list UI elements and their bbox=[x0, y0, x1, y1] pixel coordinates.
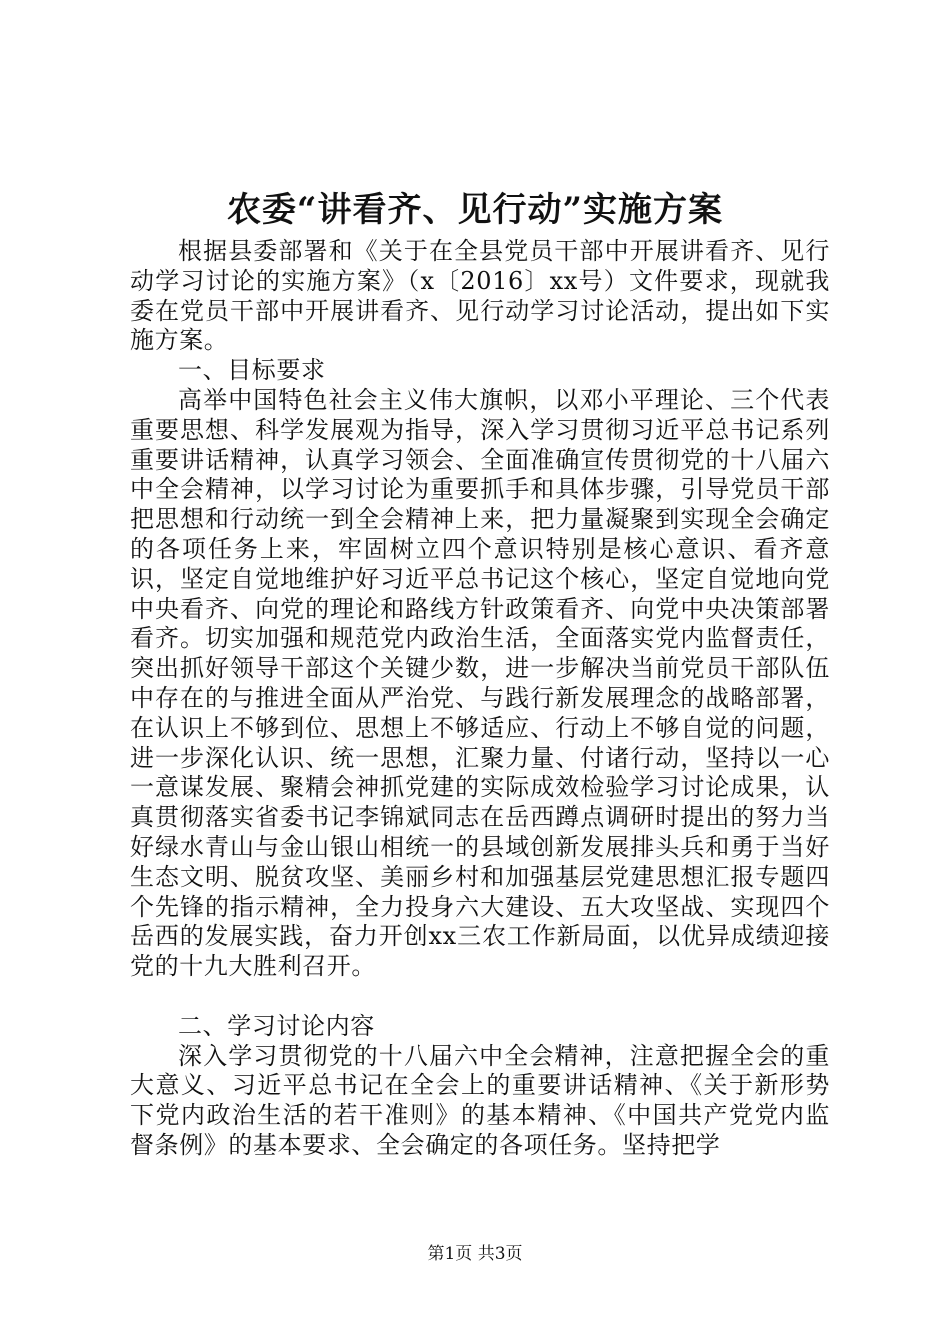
section-heading-content: 二、学习讨论内容 bbox=[178, 1011, 375, 1040]
document-title: 农委“讲看齐、见行动”实施方案 bbox=[226, 190, 724, 230]
intro-paragraph: 根据县委部署和《关于在全县党员干部中开展讲看齐、见行动学习讨论的实施方案》（x〔2016〕xx号）文件要求，现就我委在党员干部中开展讲看齐、见行动学习讨论活动，提出如下实施方案。 bbox=[130, 237, 830, 355]
page-footer: 第1页 共3页 bbox=[427, 1244, 523, 1264]
document-body bbox=[130, 237, 830, 1161]
section-heading-goals: 一、目标要求 bbox=[178, 356, 326, 385]
content-paragraph: 深入学习贯彻党的十八届六中全会精神，注意把握全会的重大意义、习近平总书记在全会上的重要讲话精神、《关于新形势下党内政治生活的若干准则》的基本精神、《中国共产党党内监督条例》的基本要求、全会确定的各项任务。坚持把学 bbox=[130, 1041, 830, 1159]
goals-paragraph: 高举中国特色社会主义伟大旗帜，以邓小平理论、三个代表重要思想、科学发展观为指导，深入学习贯彻习近平总书记系列重要讲话精神，认真学习领会、全面准确宣传贯彻党的十八届六中全会精神，以学习讨论为重要抓手和具体步骤，引导党员干部把思想和行动统一到全会精神上来，把力量凝聚到实现全会确定的各项任务上来，牢固树立四个意识特别是核心意识、看齐意识，坚定自觉地维护好习近平总书记这个核心，坚定自觉地向党中央看齐、向党的理论和路线方针政策看齐、向党中央决策部署看齐。切实加强和规范党内政治生活，全面落实党内监督责任，突出抓好领导干部这个关键少数，进一步解决当前党员干部队伍中存在的与推进全面从严治党、与践行新发展理念的战略部署，在认识上不够到位、思想上不够适应、行动上不够自觉的问题，进一步深化认识、统一思想，汇聚力量、付诸行动，坚持以一心一意谋发展、聚精会神抓党建的实际成效检验学习讨论成果，认真贯彻落实省委书记李锦斌同志在岳西蹲点调研时提出的努力当好绿水青山与金山银山相统一的县域创新发展排头兵和勇于当好生态文明、脱贫攻坚、美丽乡村和加强基层党建思想汇报专题四个先锋的指示精神，全力投身六大建设、五大攻坚战、实现四个岳西的发展实践，奋力开创xx三农工作新局面，以优异成绩迎接党的十九大胜利召开。 bbox=[130, 385, 830, 981]
